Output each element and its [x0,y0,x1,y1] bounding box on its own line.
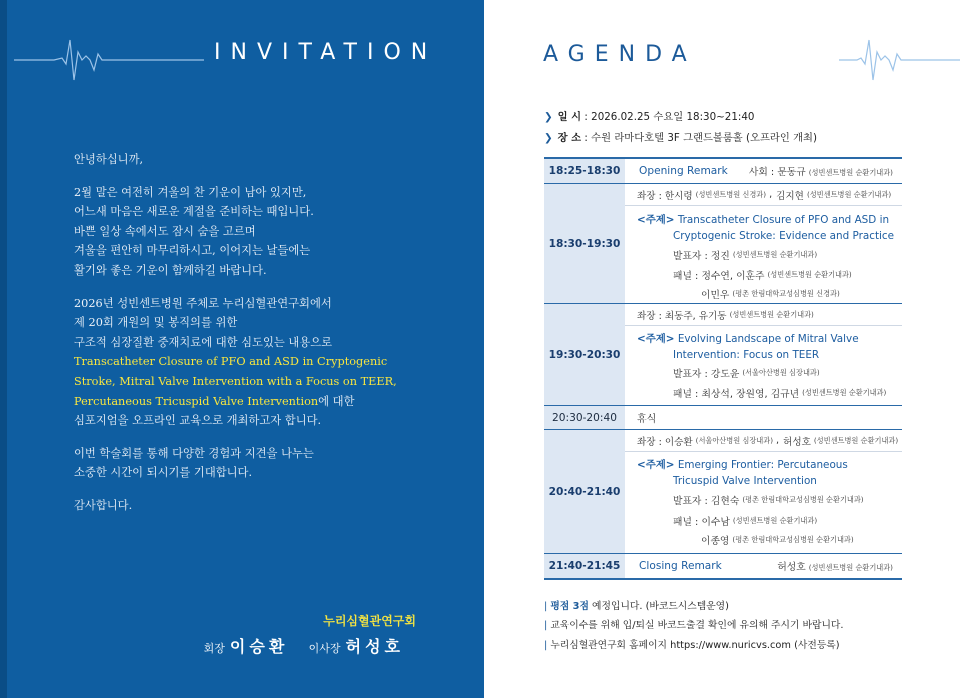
paragraph-line: 소중한 시간이 되시기를 기대합니다. [74,466,253,480]
date-label: 일 시 [557,111,582,123]
panel-names: 패널 : 최상석, 장원영, 김규년 [673,389,800,400]
date-value: : 2026.02.25 수요일 18:30~21:40 [584,111,755,123]
paragraph-line [74,392,454,412]
venue-info [544,129,817,144]
agenda-title: AGENDA [543,42,697,67]
panel [625,511,902,530]
heartbeat-line-icon [839,30,960,86]
topic-title: Cryptogenic Stroke: Evidence and Practice [673,230,895,242]
speaker-name: 발표자 : 김현숙 [673,496,740,507]
topic-title: Tricuspid Valve Intervention [673,475,817,487]
speaker-name: 발표자 : 강도윤 [673,369,740,380]
session-title: 휴식 [637,414,657,425]
affiliation: (성빈센트병원 순환기내과) [802,388,887,397]
panel [625,265,902,284]
heartbeat-line-icon [14,30,204,86]
agenda-panel [484,0,960,698]
affiliation: (성빈센트병원 순환기내과) [808,168,893,177]
affiliation: (성빈센트병원 순환기내과) [808,563,893,572]
topic-tag: <주제> [637,459,675,471]
session-topic [625,452,902,489]
topic-title: Intervention: Focus on TEER [673,349,820,361]
session-time: 20:30-20:40 [544,406,625,429]
signature-name: 허성호 [345,637,404,656]
session-time: 18:30-19:30 [544,184,625,303]
note-barcode: | 교육이수를 위해 입/퇴실 바코드출결 확인에 유의해 주시기 바랍니다. [544,620,844,631]
panel-names: 패널 : 이수남 [673,516,730,528]
panel-edge [0,0,7,698]
affiliation: (서울아산병원 심장내과) [742,368,820,377]
affiliation: (평촌 한림대학교성심병원 순환기내과) [732,535,854,544]
topic-title: Emerging Frontier: Percutaneous [677,459,848,471]
session-title: Opening Remark [639,165,728,177]
arrow-icon: ❯ [544,132,553,144]
signature-names [204,634,404,657]
session-content [625,406,902,429]
panel [625,383,902,403]
agenda-table [544,157,902,580]
signature-role: 회장 [203,642,225,655]
session-chair [625,304,902,326]
session-topic [625,326,902,363]
affiliation: (성빈센트병원 순환기내과) [813,435,899,445]
panel-names: 이민우 [701,289,730,301]
agenda-row [544,159,902,183]
invitation-title: INVITATION [214,40,438,65]
credit-points: 평점 3점 [550,601,589,612]
note-text: 교육이수를 위해 입/퇴실 바코드출결 확인에 유의해 주시기 바랍니다. [550,620,844,631]
greeting: 안녕하십니까, [74,153,144,166]
line-suffix: 에 대한 [318,394,355,408]
venue-label: 장 소 [557,132,582,144]
highlight-topic: Transcatheter Closure of PFO and ASD in Cryptogenic [74,355,388,369]
speaker [625,363,902,383]
chair-name: 허성호 [783,436,811,448]
session-time: 18:25-18:30 [544,159,625,183]
agenda-row [544,553,902,578]
session-content [625,304,902,405]
topic-tag: <주제> [637,333,675,345]
paragraph-line: 제 20회 개원의 및 봉직의를 위한 [74,316,238,330]
paragraph-line: 겨울을 편안히 마무리하시고, 이어지는 날들에는 [74,244,311,258]
host-name: 사회 : 문동규 [748,167,806,178]
session-title: Closing Remark [639,560,722,572]
agenda-row [544,303,902,405]
session-content [625,430,902,553]
date-info [544,108,754,123]
arrow-icon: ❯ [544,111,553,123]
session-chair: 좌장 : 이승환 (서울아산병원 심장내과) , 허성호 (성빈센트병원 순환기내과) [625,430,902,452]
paragraph-line: 어느새 마음은 새로운 계절을 준비하는 때입니다. [74,205,314,219]
session-chair: 좌장 : 한시령 (성빈센트병원 신경과) , 김지현 (성빈센트병원 순환기내과) [625,184,902,206]
venue-value: : 수원 라마다호텔 3F 그랜드볼룸홀 (오프라인 개최) [584,132,818,144]
session-time: 20:40-21:40 [544,430,625,553]
highlight-topic: Stroke, Mitral Valve Intervention with a Focus on TEER, [74,374,397,388]
paragraph-line: 2월 말은 여전히 겨울의 찬 기운이 남아 있지만, [74,185,307,199]
note-credit: | 평점 3점 예정입니다. (바코드시스템운영) [544,601,729,612]
paragraph-line: 활기와 좋은 기운이 함께하길 바랍니다. [74,263,267,277]
affiliation: (성빈센트병원 순환기내과) [767,269,852,279]
note-text: 예정입니다. (바코드시스템운영) [588,601,729,612]
chair-name: 좌장 : 최동주, 유기동 [637,310,727,322]
affiliation: (성빈센트병원 신경과) [695,189,767,199]
paragraph-line: 2026년 성빈센트병원 주체로 누리심혈관연구회에서 [74,296,332,310]
paragraph-line: 이번 학술회를 통해 다양한 경험과 지견을 나누는 [74,446,314,460]
session-content [625,554,902,578]
signature-org: 누리심혈관연구회 [323,614,416,628]
session-time: 21:40-21:45 [544,554,625,578]
chair-name: 김지현 [776,190,804,202]
agenda-row [544,429,902,553]
closing: 감사합니다. [74,498,133,512]
affiliation: (성빈센트병원 순환기내과) [806,189,892,199]
affiliation: (성빈센트병원 순환기내과) [729,309,814,319]
paragraph-line: 바쁜 일상 속에서도 잠시 숨을 고르며 [74,224,256,238]
session-topic [625,206,902,244]
chair-name: 좌장 : 한시령 [637,190,693,202]
affiliation: (평촌 한림대학교성심병원 순환기내과) [742,495,864,504]
invitation-letter [74,150,454,516]
affiliation: (성빈센트병원 순환기내과) [732,515,818,525]
speaker-name: 발표자 : 정진 [673,250,730,262]
note-text: 누리심혈관연구회 홈페이지 https://www.nuricvs.com (사전등록) [550,640,840,651]
session-content [625,184,902,303]
highlight-topic: Percutaneous Tricuspid Valve Intervention [74,394,319,408]
affiliation: (평촌 한림대학교성심병원 신경과) [732,288,840,298]
paragraph-line: 구조적 심장질환 중재치료에 대한 심도있는 내용으로 [74,335,333,349]
panel [625,284,902,303]
signature-name: 이승환 [229,637,289,656]
topic-title: Evolving Landscape of Mitral Valve [677,333,859,345]
host-name: 허성호 [777,562,806,573]
note-website: | 누리심혈관연구회 홈페이지 https://www.nuricvs.com (사전등록) [544,640,840,651]
session-content [625,159,902,183]
session-host [777,559,896,573]
affiliation: (서울아산병원 심장내과) [695,435,773,445]
session-time: 19:30-20:30 [544,304,625,405]
agenda-row [544,183,902,303]
speaker [625,244,902,265]
panel [625,530,902,550]
paragraph-line: 심포지엄을 오프라인 교육으로 개최하고자 합니다. [74,414,322,428]
topic-title: Transcatheter Closure of PFO and ASD in [677,214,890,226]
panel-names: 이종영 [701,536,730,547]
agenda-row [544,405,902,429]
panel-names: 패널 : 정수연, 이훈주 [673,270,765,282]
topic-tag: <주제> [637,214,675,226]
signature-role: 이사장 [308,642,341,655]
chair-name: 좌장 : 이승환 [637,436,693,448]
speaker [625,489,902,511]
affiliation: (성빈센트병원 순환기내과) [732,249,818,259]
session-host [749,164,896,178]
